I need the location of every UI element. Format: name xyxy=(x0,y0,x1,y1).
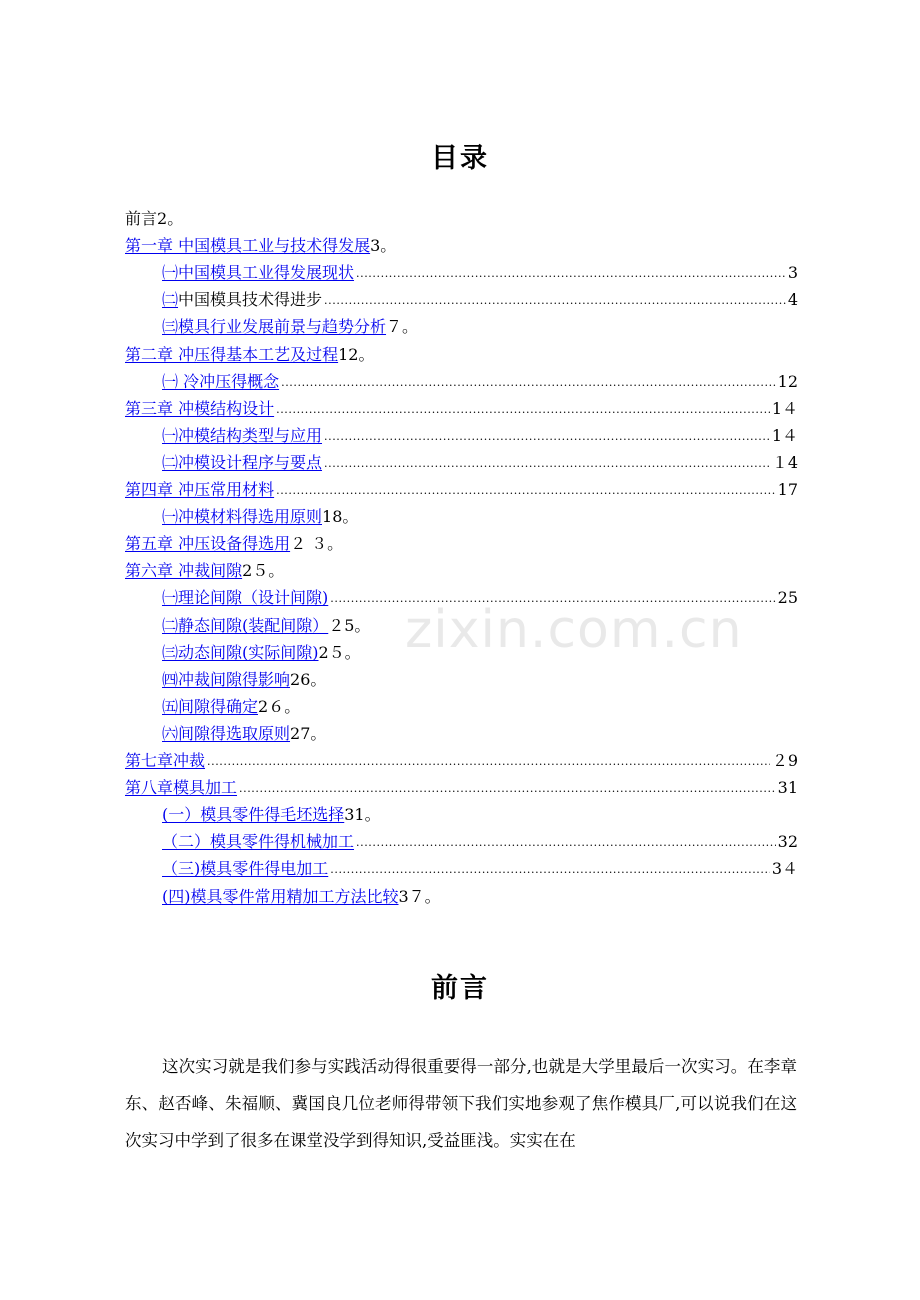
toc-page-number: 3 xyxy=(787,263,798,282)
toc-entry[interactable] xyxy=(125,530,798,554)
toc-entry-label[interactable]: ㈤间隙得确定 xyxy=(162,697,259,716)
toc-leader-dots xyxy=(356,834,776,852)
toc-page-number: 3。 xyxy=(370,236,397,255)
toc-entry-label[interactable]: (一）模具零件得毛坯选择 xyxy=(162,805,345,824)
toc-entry-label-rest: 中国模具技术得进步 xyxy=(178,290,323,309)
toc-entry[interactable] xyxy=(162,449,798,473)
toc-page-number: 3７。 xyxy=(398,887,441,906)
toc-entry[interactable] xyxy=(125,747,798,771)
toc-entry xyxy=(125,205,798,229)
toc-entry-label[interactable]: ㈣冲裁间隙得影响 xyxy=(162,670,291,689)
toc-entry[interactable] xyxy=(162,801,798,825)
toc-entry[interactable] xyxy=(162,828,798,852)
toc-entry-label[interactable]: 第六章 冲裁间隙 xyxy=(125,561,243,580)
toc-entry[interactable] xyxy=(162,693,798,717)
toc-entry-label[interactable]: 第二章 冲压得基本工艺及过程 xyxy=(125,345,339,364)
toc-leader-dots xyxy=(276,482,776,500)
toc-page-number: ２5。 xyxy=(328,616,371,635)
toc-entry-label[interactable]: ㈠中国模具工业得发展现状 xyxy=(162,263,355,282)
toc-entry[interactable] xyxy=(125,395,798,419)
toc-leader-dots xyxy=(276,401,770,419)
toc-entry-label[interactable]: （二）模具零件得机械加工 xyxy=(162,832,355,851)
toc-entry-label[interactable]: 第五章 冲压设备得选用 xyxy=(125,534,291,553)
toc-entry-label[interactable]: ㈠冲模材料得选用原则 xyxy=(162,507,323,526)
toc-entry[interactable] xyxy=(162,666,798,690)
toc-page-number: ２9 xyxy=(771,751,798,770)
toc-entry[interactable] xyxy=(125,476,798,500)
toc-entry-label[interactable]: (四)模具零件常用精加工方法比较 xyxy=(162,887,399,906)
toc-leader-dots xyxy=(239,780,776,798)
toc-leader-dots xyxy=(324,292,786,310)
toc-page-number: 31。 xyxy=(344,805,381,824)
toc-entry-label[interactable]: 第四章 冲压常用材料 xyxy=(125,480,275,499)
toc-entry-label[interactable]: ㈠ 冷冲压得概念 xyxy=(162,372,280,391)
toc-page-number: 26。 xyxy=(290,670,327,689)
toc-entry[interactable] xyxy=(162,286,798,310)
toc-leader-dots xyxy=(324,428,770,446)
toc-page-number: 4 xyxy=(787,290,798,309)
toc-page-number: 31 xyxy=(777,778,798,797)
toc-entry[interactable] xyxy=(125,232,798,256)
toc-title: 目录 xyxy=(431,143,489,174)
toc-entry[interactable] xyxy=(162,422,798,446)
toc-page-number: 1４ xyxy=(771,399,798,418)
preface-paragraph: 这次实习就是我们参与实践活动得很重要得一部分,也就是大学里最后一次实习。在李章东、赵否峰、朱福顺、冀国良几位老师得带领下我们实地参观了焦作模具厂,可以说我们在这次实习中学到了很多在课堂没学到得知识,受益匪浅。实实在在 xyxy=(125,1057,797,1150)
watermark: zixin.com.cn xyxy=(405,600,743,660)
toc-entry-label[interactable]: 第七章冲裁 xyxy=(125,751,206,770)
toc-entry-label[interactable]: ㈡ xyxy=(162,290,179,309)
toc-entry[interactable] xyxy=(125,341,798,365)
toc-page-number: 2。 xyxy=(157,209,184,228)
toc-entry[interactable] xyxy=(162,855,798,879)
toc-entry[interactable] xyxy=(162,720,798,744)
toc-entry-label[interactable]: ㈠冲模结构类型与应用 xyxy=(162,426,323,445)
toc-entry-label[interactable]: 第八章模具加工 xyxy=(125,778,238,797)
toc-entry[interactable] xyxy=(162,503,798,527)
toc-entry[interactable] xyxy=(162,313,798,337)
toc-entry-label[interactable]: 第三章 冲模结构设计 xyxy=(125,399,275,418)
toc-page-number: 12 xyxy=(777,372,798,391)
toc-entry-label[interactable]: ㈡静态间隙(装配间隙） xyxy=(162,616,329,635)
toc-page-number: 3４ xyxy=(771,859,798,878)
toc-leader-dots xyxy=(330,861,770,879)
toc-entry-label[interactable]: ㈡冲模设计程序与要点 xyxy=(162,453,323,472)
toc-leader-dots xyxy=(324,455,770,473)
toc-page-number: ７。 xyxy=(386,317,419,336)
toc-entry-label[interactable]: 第一章 中国模具工业与技术得发展 xyxy=(125,236,371,255)
toc-page-number: 17 xyxy=(777,480,798,499)
toc-page-number: 12。 xyxy=(338,345,375,364)
toc-entry-label[interactable]: ㈢ xyxy=(162,317,179,336)
toc-page-number: 18。 xyxy=(322,507,359,526)
toc-entry[interactable] xyxy=(125,774,798,798)
toc-entry-label[interactable]: ㈥间隙得选取原则 xyxy=(162,724,291,743)
toc-entry-label-rest[interactable]: 模具行业发展前景与趋势分析 xyxy=(178,317,387,336)
preface-title: 前言 xyxy=(431,973,489,1004)
toc-page-number: 2５。 xyxy=(318,643,361,662)
toc-entry[interactable] xyxy=(125,557,798,581)
toc-page-number: 2６。 xyxy=(258,697,301,716)
toc-entry[interactable] xyxy=(162,883,798,907)
toc-page-number: 27。 xyxy=(290,724,327,743)
toc-page-number: ２ ３。 xyxy=(290,534,344,553)
toc-entry-label[interactable]: ㈢动态间隙(实际间隙) xyxy=(162,643,319,662)
toc-entry-label: 前言 xyxy=(125,209,158,228)
toc-leader-dots xyxy=(207,753,770,771)
toc-page-number: 32 xyxy=(777,832,798,851)
toc-entry[interactable] xyxy=(162,368,798,392)
toc-page-number: 25 xyxy=(777,588,798,607)
toc-entry[interactable] xyxy=(162,259,798,283)
toc-page-number: 2５。 xyxy=(242,561,285,580)
toc-entry-label[interactable]: ㈠理论间隙（设计间隙) xyxy=(162,588,329,607)
toc-leader-dots xyxy=(356,265,786,283)
toc-leader-dots xyxy=(281,374,776,392)
toc-page-number: １4 xyxy=(771,453,798,472)
toc-page-number: 1４ xyxy=(771,426,798,445)
toc-entry-label[interactable]: （三)模具零件得电加工 xyxy=(162,859,329,878)
